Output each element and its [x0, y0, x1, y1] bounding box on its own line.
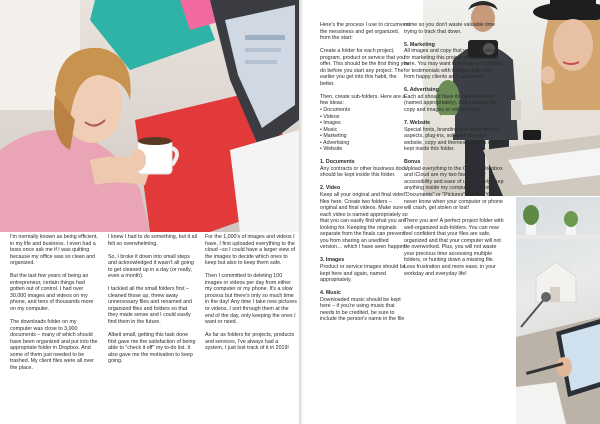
left-column-3 [205, 234, 297, 358]
section-advertising [404, 87, 504, 113]
subfolder-list [320, 107, 410, 153]
paragraph: But the last few years of being an entrepreneur, certain things had gotten out of control. I had over 30,000 images and videos on my phone, and tens of thousands more on my computer. [10, 273, 94, 312]
section-body: Each ad should have its own subfolder (named appropriately), that includes the copy and images or videos used. [404, 93, 498, 114]
photo-architect-illustration [516, 197, 600, 424]
section-body: Keep all your original and final video files here. Create two folders – original and final videos. Make sure each video is named appropriately so that you can easily find what you are looking for. Keeping the originals separate from the finals can prevent you from sharing an unedited version… which I have seen happen! [320, 192, 408, 251]
right-column-1 [320, 22, 410, 329]
section-documents [320, 159, 410, 179]
list-item: • Images [320, 120, 341, 127]
section-heading: 4. Music [320, 290, 341, 297]
closing-paragraph: There you are! A perfect project folder with well-organized sub-folders. You can now feel confident that your files are safe, organized and that your computer will not be overworked. Plus, you will not waste your precious time accessing multiple folders, or hunting down a missing file. Less frustration and more ease, in your workday and everyday life! [404, 218, 504, 277]
section-marketing [404, 42, 504, 81]
section-body: Any contracts or other business docs should be kept inside this folder. [320, 165, 407, 179]
paragraph: So, I broke it down into small steps and acknowledged it wasn't all going to get cleaned up in a day (or really, even a month). [108, 253, 194, 280]
section-music [320, 290, 410, 323]
paragraph: I tackled all the small folders first – cleaned those up, threw away unnecessary files and renamed and organized files and folders so that they made sense and I could easily find them in the future. [108, 286, 192, 326]
paragraph: name so you don't waste valuable time trying to track that down. [404, 22, 496, 35]
section-heading: Bonus [404, 159, 421, 166]
section-body: Downloaded music should be kept here – if you're using music that needs to be credited, be sure to include the person's name in the file [320, 296, 405, 323]
intro-paragraph: Here's the process I use to circumvent the messiness and get organized, from the start: [320, 22, 410, 42]
section-body: Upload everything to the Cloud – Dropbox and iCloud are my two favorites for accessibility and ease of use. I rarely keep anything inside my computer's standard "Documents" or "Pictures" folders. You never know when your computer or phone will crash, get stolen or lost! [404, 165, 504, 212]
list-item: • Marketing [320, 133, 347, 140]
paragraph: I'm normally known as being efficient, in my life and business. I even had a boss once ask me if I was quitting because my office was so clean and organized. [10, 234, 98, 267]
paragraph: Then I committed to deleting 100 images or videos per day from either my computer or my phone. It's a slow process but there's only so much time in the day! Any time I take new pictures or videos, I sort through them at the end of the day, only keeping the ones I want or need. [205, 273, 297, 326]
section-heading: 1. Documents [320, 159, 355, 166]
right-column-2 [404, 22, 504, 284]
paragraph: Albeit small, getting this task done first gave me the satisfaction of being able to "check it off" my to-do list. It also gave me the motivation to keep going. [108, 332, 196, 365]
page-gutter [299, 0, 303, 424]
paragraph: I knew I had to do something, but it all felt so overwhelming. [108, 234, 197, 247]
paragraph: As far as folders for projects, products and services, I've always had a system, I just lost track of it in 2019! [205, 332, 295, 352]
section-heading: 7. Website [404, 120, 431, 127]
list-item: • Advertising [320, 139, 350, 146]
section-website [404, 120, 504, 153]
subfolder-intro: Then, create sub-folders. Here are a few ideas: [320, 93, 406, 107]
section-heading: 2. Video [320, 185, 341, 192]
left-column-1 [10, 234, 100, 378]
section-bonus [404, 159, 504, 211]
section-body: All images and copy that you'll be using for marketing this project should be kept here. You may want to include a subfolder for testimonials with images and copy from happy clients and customers. [404, 48, 503, 81]
left-column-2 [108, 234, 198, 371]
section-body: Special fonts, branding and other design aspects, plug-ins, software for your website, copy and themes / layouts can be kept inside this folder. [404, 126, 504, 153]
list-item: • Videos [320, 113, 340, 120]
section-images [320, 257, 410, 283]
list-item: • Website [320, 146, 343, 153]
section-video [320, 185, 410, 250]
subfolder-ideas [320, 94, 410, 153]
section-heading: 3. Images [320, 257, 345, 264]
photo-woman-at-desk-illustration [0, 0, 299, 232]
paragraph: Create a folder for each project, program, product or service that you offer. This should be the first thing you do before you start any project. The earlier you get into this habit, the better. [320, 48, 410, 87]
paragraph: The downloads folder on my computer was close to 3,000 documents – many of which should have been organized and put into the appropriate folder in Dropbox. And some of them just needed to be trashed. My client files were all over the place. [10, 319, 98, 371]
list-item: • Documents [320, 107, 351, 114]
photo-architect-with-tablet [516, 197, 600, 424]
paragraph: For the 1,000's of images and videos I have, I first uploaded everything to the cloud –so I could have a larger view of the images to decide which ones to keep but also to keep them safe. [205, 234, 296, 267]
section-heading: 5. Marketing [404, 41, 435, 48]
photo-woman-at-desk [0, 0, 299, 232]
list-item: • Music [320, 126, 338, 133]
section-body: Product or service images should be kept here and again, named appropriately. [320, 264, 406, 284]
section-heading: 6. Advertising [404, 87, 439, 94]
